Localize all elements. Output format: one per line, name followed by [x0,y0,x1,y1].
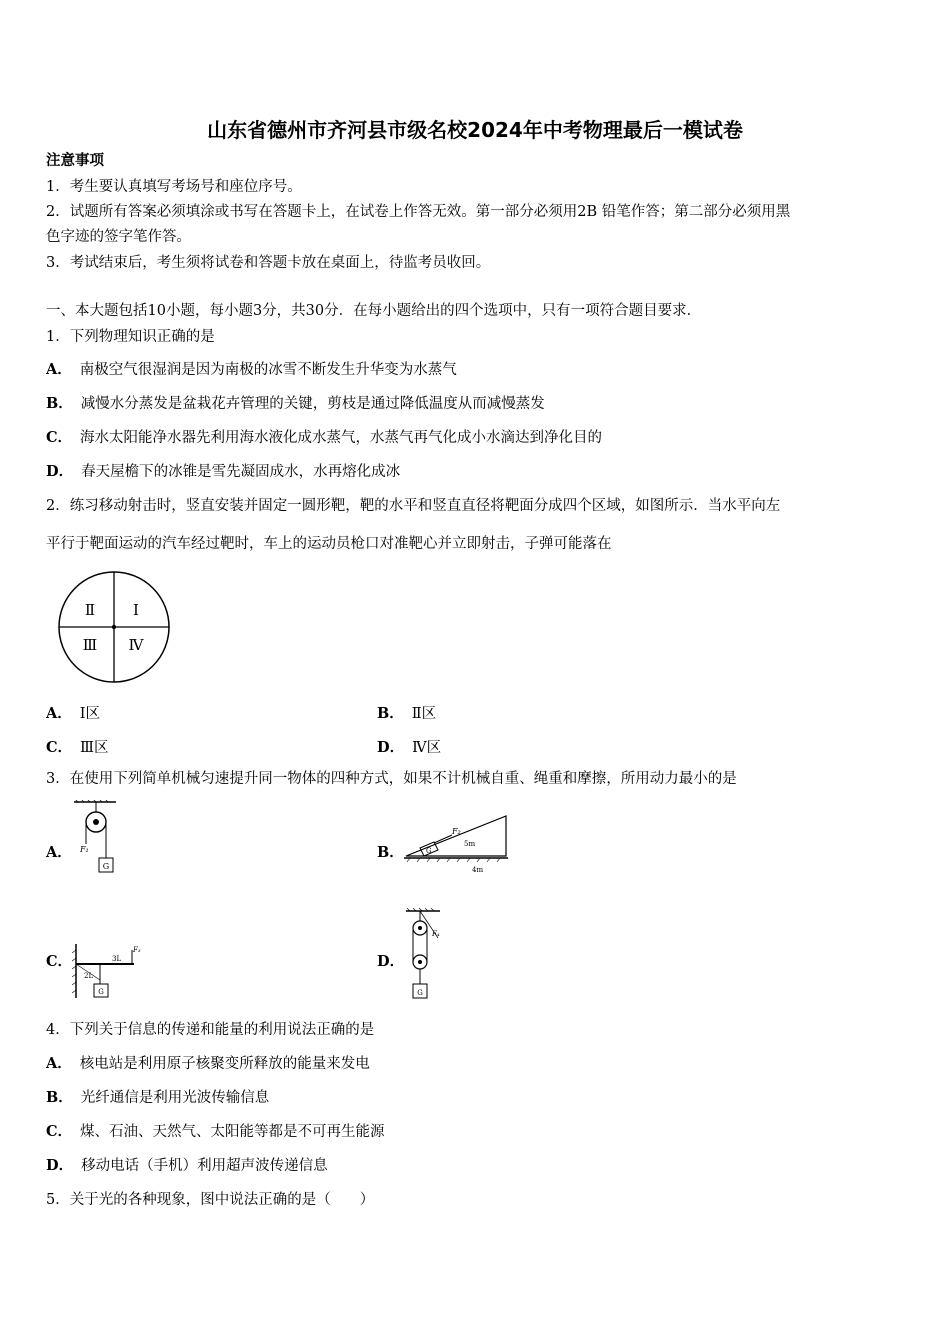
force-label: F₂ [452,827,461,836]
notice-heading: 注意事项 [46,152,104,169]
q3-option-c-label: C． [46,953,73,970]
region-2-label: Ⅱ [84,601,96,619]
weight-label: G [102,862,110,871]
region-1-label: Ⅰ [133,601,139,619]
q4-option-b [46,1089,269,1107]
q2-stem-line2: 平行于靶面运动的汽车经过靶时，车上的运动员枪口对准靶心并立即射击，子弹可能落在 [46,536,612,552]
notice-item: 3．考试结束后，考生须将试卷和答题卡放在桌面上，待监考员收回。 [46,255,491,271]
option-label: B． [46,1089,73,1106]
option-text: 移动电话（手机）利用超声波传递信息 [81,1158,328,1174]
option-text: Ⅲ区 [80,740,109,756]
q3-option-d-label: D． [377,953,405,970]
option-text: 煤、石油、天然气、太阳能等都是不可再生能源 [80,1124,385,1140]
weight-label: G [98,988,104,996]
option-label: A． [46,705,72,722]
option-text: 海水太阳能净水器先利用海水液化成水蒸气，水蒸气再气化成小水滴达到净化目的 [80,430,603,446]
notice-item: 2．试题所有答案必须填涂或书写在答题卡上，在试卷上作答无效。第一部分必须用2B 铅笔作答；第二部分必须用黑 [46,204,791,220]
force-label: F₄ [432,930,440,938]
option-text: 光纤通信是利用光波传输信息 [80,1090,270,1106]
q3-option-b-label: B． [377,844,404,861]
option-label: C． [46,1123,73,1140]
option-text: Ⅰ区 [79,706,100,722]
weight-label: G [417,989,423,997]
region-4-label: Ⅳ [128,636,144,654]
q1-stem: 1．下列物理知识正确的是 [46,329,215,345]
option-text: 减慢水分蒸发是盆栽花卉管理的关键，剪枝是通过降低温度从而减慢蒸发 [80,396,545,412]
arm-3l-label: 3L [112,955,122,963]
slope-length-label: 5m [464,840,476,848]
weight-label: G [426,847,432,855]
q2-option-a [46,702,100,723]
section-heading: 一、本大题包括10小题，每小题3分，共30分．在每小题给出的四个选项中，只有一项符合题目要求． [46,303,702,319]
option-label: C． [46,739,73,756]
force-label: F₃ [133,946,141,954]
q4-option-c [46,1123,385,1141]
option-label: D． [46,1157,74,1174]
option-label: D． [377,739,405,756]
q3-stem: 3．在使用下列简单机械匀速提升同一物体的四种方式，如果不计机械自重、绳重和摩擦，所用动力最小的是 [46,771,737,787]
q4-stem: 4．下列关于信息的传递和能量的利用说法正确的是 [46,1022,375,1038]
q4-option-a [46,1055,370,1073]
option-label: A． [46,361,72,378]
option-label: B． [46,395,73,412]
incline-figure [402,808,510,878]
q1-option-d [46,463,400,481]
notice-item: 色字迹的签字笔作答。 [46,229,191,245]
q2-option-b [377,702,436,723]
option-text: 南极空气很湿润是因为南极的冰雪不断发生升华变为水蒸气 [79,362,457,378]
option-label: D． [46,463,74,480]
lever-figure [70,940,142,1002]
option-label: B． [377,705,404,722]
notice-item: 1．考生要认真填写考场号和座位序号。 [46,179,302,195]
option-text: 春天屋檐下的冰锥是雪先凝固成水，水再熔化成冰 [81,464,401,480]
option-text: Ⅳ区 [412,740,442,756]
region-3-label: Ⅲ [82,636,98,654]
q1-option-b [46,395,545,413]
fixed-pulley-figure [72,800,120,878]
option-label: C． [46,429,73,446]
q2-option-c [46,736,109,757]
exam-title: 山东省德州市齐河县市级名校2024年中考物理最后一模试卷 [207,118,743,142]
base-length-label: 4m [472,866,484,874]
target-center [112,625,116,629]
target-figure [52,570,176,684]
arm-2l-label: 2L [84,972,94,980]
force-label: F₁ [80,845,89,854]
option-text: 核电站是利用原子核聚变所释放的能量来发电 [79,1056,370,1072]
q5-stem: 5．关于光的各种现象，图中说法正确的是（ ） [46,1192,375,1208]
q3-option-a-label: A． [46,844,72,861]
q2-option-d [377,736,441,757]
q4-option-d [46,1157,328,1175]
option-label: A． [46,1055,72,1072]
pulley-block-figure [402,908,446,1002]
q2-stem-line1: 2．练习移动射击时，竖直安装并固定一圆形靶，靶的水平和竖直直径将靶面分成四个区域，如图所示．当水平向左 [46,498,781,514]
q1-option-a [46,361,457,379]
q1-option-c [46,429,602,447]
option-text: Ⅱ区 [411,706,437,722]
